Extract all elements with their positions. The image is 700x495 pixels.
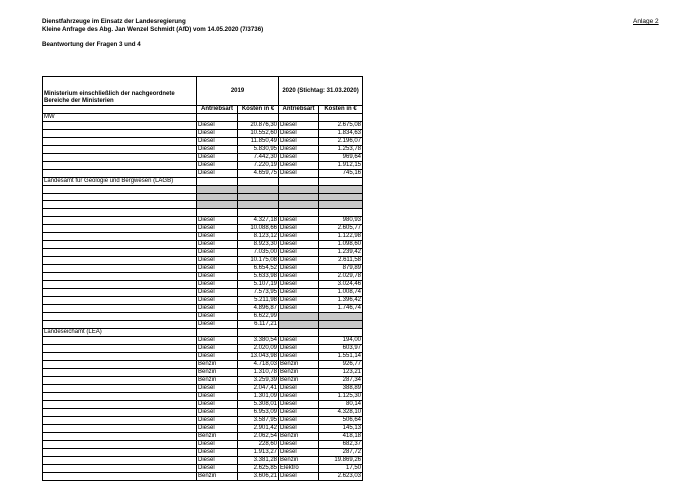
shaded-cell: [319, 186, 363, 194]
shaded-cell: [279, 193, 319, 201]
drive-type-2019: Diesel: [197, 304, 238, 312]
cost-2019: 6.953,09: [238, 408, 279, 416]
blank-row: [43, 209, 363, 217]
cost-2019: 5.107,19: [238, 280, 279, 288]
drive-type-2019: Diesel: [197, 248, 238, 256]
drive-type-2019: Diesel: [197, 288, 238, 296]
vehicle-label-cell: [43, 424, 197, 432]
cost-2020: 1.122,98: [319, 232, 363, 240]
cost-2019: 2.020,09: [238, 344, 279, 352]
cost-header-2020: Kosten in €: [319, 106, 363, 114]
cost-2020: 1.125,30: [319, 392, 363, 400]
year-2019-header: 2019: [197, 77, 279, 106]
drive-type-2019: Diesel: [197, 408, 238, 416]
drive-type-2020: Diesel: [279, 336, 319, 344]
attachment-label: Anlage 2: [633, 18, 659, 25]
cost-2019: 3.587,95: [238, 416, 279, 424]
empty-cell: [197, 209, 238, 217]
vehicle-label-cell: [43, 288, 197, 296]
vehicle-label-cell: [43, 320, 197, 328]
empty-cell: [279, 328, 319, 336]
empty-cell: [319, 178, 363, 186]
vehicle-label-cell: [43, 304, 197, 312]
drive-type-2020: Diesel: [279, 296, 319, 304]
drive-type-2020: Diesel: [279, 130, 319, 138]
drive-type-2019: Diesel: [197, 162, 238, 170]
drive-type-2020: Benzin: [279, 360, 319, 368]
drive-type-2020: Diesel: [279, 416, 319, 424]
drive-type-2020: Elektro: [279, 464, 319, 472]
empty-cell: [197, 328, 238, 336]
cost-2019: 20.876,30: [238, 122, 279, 130]
drive-type-2019: Diesel: [197, 448, 238, 456]
cost-2020: 980,93: [319, 216, 363, 224]
cost-2019: 8.123,12: [238, 232, 279, 240]
drive-type-2020: Diesel: [279, 138, 319, 146]
drive-type-2019: Diesel: [197, 384, 238, 392]
drive-type-header-2020: Antriebsart: [279, 106, 319, 114]
vehicle-label-cell: [43, 408, 197, 416]
drive-type-2019: Diesel: [197, 138, 238, 146]
drive-type-2020: Diesel: [279, 248, 319, 256]
drive-type-2020: Diesel: [279, 392, 319, 400]
cost-2020: 2.675,08: [319, 122, 363, 130]
cost-2020: 287,34: [319, 376, 363, 384]
vehicle-label-cell: [43, 440, 197, 448]
drive-type-2020: Diesel: [279, 256, 319, 264]
drive-type-2020: Diesel: [279, 384, 319, 392]
drive-type-2019: Benzin: [197, 368, 238, 376]
drive-type-2019: Diesel: [197, 392, 238, 400]
drive-type-2020: Diesel: [279, 232, 319, 240]
vehicle-label-cell: [43, 154, 197, 162]
drive-type-2019: Diesel: [197, 122, 238, 130]
empty-cell: [43, 193, 197, 201]
cost-2020: 3.024,46: [319, 280, 363, 288]
drive-type-2020: Diesel: [279, 146, 319, 154]
drive-type-2020: Diesel: [279, 352, 319, 360]
shaded-cell: [319, 193, 363, 201]
drive-type-2019: Diesel: [197, 272, 238, 280]
empty-cell: [238, 178, 279, 186]
drive-type-2019: Diesel: [197, 336, 238, 344]
table-row: [43, 280, 363, 288]
drive-type-2019: Diesel: [197, 320, 238, 328]
cost-2020: 1.834,63: [319, 130, 363, 138]
table-row: [43, 400, 363, 408]
vehicle-label-cell: [43, 432, 197, 440]
shaded-cell: [319, 201, 363, 209]
table-row: [43, 320, 363, 328]
cost-2019: 8.923,30: [238, 240, 279, 248]
cost-2020: 1.008,74: [319, 288, 363, 296]
section-label: MW: [43, 114, 197, 122]
table-row: [43, 304, 363, 312]
shaded-cell: [197, 193, 238, 201]
cost-2019: 1.913,27: [238, 448, 279, 456]
document-inquiry-line: Kleine Anfrage des Abg. Jan Wenzel Schmidt (AfD) vom 14.05.2020 (7/3736): [42, 26, 264, 33]
cost-2019: 5.830,95: [238, 146, 279, 154]
cost-header-2019: Kosten in €: [238, 106, 279, 114]
empty-cell: [43, 209, 197, 217]
table-row: [43, 240, 363, 248]
table-row: [43, 162, 363, 170]
table-row: [43, 216, 363, 224]
cost-2019: 5.211,98: [238, 296, 279, 304]
table-row: [43, 456, 363, 464]
vehicle-label-cell: [43, 400, 197, 408]
drive-type-2020: Diesel: [279, 162, 319, 170]
vehicle-label-cell: [43, 384, 197, 392]
cost-2020: 682,37: [319, 440, 363, 448]
cost-2019: 7.220,19: [238, 162, 279, 170]
empty-cell: [238, 114, 279, 122]
vehicle-label-cell: [43, 122, 197, 130]
drive-type-2019: Diesel: [197, 456, 238, 464]
drive-type-2020: Diesel: [279, 448, 319, 456]
table-row: [43, 408, 363, 416]
vehicle-label-cell: [43, 130, 197, 138]
drive-type-2020: Diesel: [279, 344, 319, 352]
table-row: [43, 448, 363, 456]
drive-type-2019: Diesel: [197, 264, 238, 272]
drive-type-2020: Diesel: [279, 424, 319, 432]
vehicle-label-cell: [43, 416, 197, 424]
table-row: [43, 130, 363, 138]
drive-type-2019: Benzin: [197, 432, 238, 440]
drive-type-2019: Diesel: [197, 400, 238, 408]
empty-cell: [238, 209, 279, 217]
shaded-row: [43, 186, 363, 194]
cost-2019: 2.625,85: [238, 464, 279, 472]
drive-type-2019: Benzin: [197, 360, 238, 368]
drive-type-2019: Diesel: [197, 296, 238, 304]
section-row: [43, 328, 363, 336]
vehicle-label-cell: [43, 312, 197, 320]
drive-type-2019: Diesel: [197, 224, 238, 232]
drive-type-2020: Diesel: [279, 122, 319, 130]
table-row: [43, 232, 363, 240]
empty-cell: [197, 114, 238, 122]
drive-type-2020: Diesel: [279, 280, 319, 288]
cost-2019: 7.035,00: [238, 248, 279, 256]
empty-cell: [319, 114, 363, 122]
cost-2020: 969,64: [319, 154, 363, 162]
cost-2019: 228,60: [238, 440, 279, 448]
cost-2019: 2.047,41: [238, 384, 279, 392]
drive-type-2020: Benzin: [279, 368, 319, 376]
shaded-cell: [197, 186, 238, 194]
cost-2020: 17,50: [319, 464, 363, 472]
cost-2019: 3.380,54: [238, 336, 279, 344]
drive-type-2019: Diesel: [197, 146, 238, 154]
drive-type-2020: Diesel: [279, 154, 319, 162]
cost-2019: 11.850,49: [238, 138, 279, 146]
cost-2020: 80,14: [319, 400, 363, 408]
cost-2019: 2.901,42: [238, 424, 279, 432]
vehicle-label-cell: [43, 146, 197, 154]
table-row: [43, 464, 363, 472]
ministry-column-header: Ministerium einschließlich der nachgeordnete Bereiche der Ministerien: [43, 77, 197, 106]
drive-type-2019: Diesel: [197, 240, 238, 248]
drive-type-2020: Diesel: [279, 288, 319, 296]
table-row: [43, 264, 363, 272]
vehicle-label-cell: [43, 264, 197, 272]
cost-2019: 6.654,52: [238, 264, 279, 272]
drive-type-2020: Diesel: [279, 408, 319, 416]
table-row: [43, 312, 363, 320]
vehicle-label-cell: [43, 272, 197, 280]
vehicle-label-cell: [43, 336, 197, 344]
table-row: [43, 296, 363, 304]
cost-2019: 7.442,30: [238, 154, 279, 162]
shaded-cell: [279, 201, 319, 209]
drive-type-2019: Diesel: [197, 416, 238, 424]
shaded-cell: [279, 186, 319, 194]
vehicle-label-cell: [43, 216, 197, 224]
section-label: Landeseichamt (LEA): [43, 328, 197, 336]
shaded-cell: [197, 201, 238, 209]
vehicle-label-cell: [43, 240, 197, 248]
drive-type-2020: Diesel: [279, 224, 319, 232]
cost-2020: 603,97: [319, 344, 363, 352]
cost-2020: 2.605,77: [319, 224, 363, 232]
shaded-cell: [238, 186, 279, 194]
vehicle-label-cell: [43, 248, 197, 256]
shaded-row: [43, 201, 363, 209]
vehicle-label-cell: [43, 360, 197, 368]
vehicle-label-cell: [43, 138, 197, 146]
table-row: [43, 170, 363, 178]
cost-2019: 1.301,09: [238, 392, 279, 400]
empty-cell: [43, 201, 197, 209]
vehicle-label-cell: [43, 280, 197, 288]
drive-type-2019: Diesel: [197, 464, 238, 472]
table-row: [43, 256, 363, 264]
table-row: [43, 440, 363, 448]
table-row: [43, 424, 363, 432]
empty-cell: [319, 328, 363, 336]
drive-type-2020: Diesel: [279, 216, 319, 224]
cost-2020: 1.098,60: [319, 240, 363, 248]
empty-cell: [197, 178, 238, 186]
empty-cell: [279, 114, 319, 122]
cost-2019: 10.175,08: [238, 256, 279, 264]
cost-2020: 1.746,74: [319, 304, 363, 312]
drive-type-2020: Diesel: [279, 472, 319, 480]
vehicle-label-cell: [43, 456, 197, 464]
drive-type-2020: Diesel: [279, 240, 319, 248]
table-row: [43, 352, 363, 360]
table-row: [43, 288, 363, 296]
drive-type-2020: Diesel: [279, 272, 319, 280]
drive-type-2019: Diesel: [197, 440, 238, 448]
vehicle-label-cell: [43, 448, 197, 456]
shaded-cell: [238, 193, 279, 201]
empty-cell: [279, 209, 319, 217]
table-row: [43, 360, 363, 368]
cost-2019: 10.552,60: [238, 130, 279, 138]
vehicle-label-cell: [43, 232, 197, 240]
cost-2019: 6.117,21: [238, 320, 279, 328]
vehicle-label-cell: [43, 368, 197, 376]
drive-type-2019: Benzin: [197, 376, 238, 384]
drive-type-2019: Diesel: [197, 216, 238, 224]
cost-2019: 3.606,21: [238, 472, 279, 480]
cost-2019: 4.896,87: [238, 304, 279, 312]
cost-2020: 879,89: [319, 264, 363, 272]
drive-type-2020: Diesel: [279, 400, 319, 408]
table-row: [43, 272, 363, 280]
table-row: [43, 248, 363, 256]
drive-type-2019: Diesel: [197, 312, 238, 320]
table-row: [43, 392, 363, 400]
drive-type-2019: Diesel: [197, 154, 238, 162]
section-row: [43, 178, 363, 186]
table-row: [43, 432, 363, 440]
document-title: Dienstfahrzeuge im Einsatz der Landesregierung: [42, 18, 186, 25]
shaded-cell: [279, 312, 319, 320]
cost-2019: 1.310,78: [238, 368, 279, 376]
cost-2020: 2.029,78: [319, 272, 363, 280]
drive-type-2019: Diesel: [197, 352, 238, 360]
subheader-empty-cell: [43, 106, 197, 114]
cost-2020: 1.396,42: [319, 296, 363, 304]
drive-type-2020: Benzin: [279, 376, 319, 384]
cost-2019: 6.622,99: [238, 312, 279, 320]
drive-type-2020: Diesel: [279, 264, 319, 272]
drive-type-2020: Benzin: [279, 432, 319, 440]
vehicle-label-cell: [43, 472, 197, 480]
cost-2019: 10.088,66: [238, 224, 279, 232]
cost-2019: 7.573,95: [238, 288, 279, 296]
cost-2020: 1.912,15: [319, 162, 363, 170]
empty-cell: [319, 209, 363, 217]
cost-2020: 145,13: [319, 424, 363, 432]
empty-cell: [279, 178, 319, 186]
drive-type-2020: Diesel: [279, 170, 319, 178]
cost-2020: 123,21: [319, 368, 363, 376]
vehicle-label-cell: [43, 352, 197, 360]
cost-2019: 2.062,54: [238, 432, 279, 440]
cost-2019: 3.381,28: [238, 456, 279, 464]
vehicle-label-cell: [43, 170, 197, 178]
vehicle-label-cell: [43, 256, 197, 264]
table-header-row: [43, 77, 363, 106]
table-row: [43, 224, 363, 232]
drive-type-2019: Diesel: [197, 280, 238, 288]
empty-cell: [238, 328, 279, 336]
vehicle-label-cell: [43, 296, 197, 304]
table-row: [43, 472, 363, 480]
drive-type-2020: Diesel: [279, 304, 319, 312]
shaded-cell: [319, 320, 363, 328]
drive-type-2019: Diesel: [197, 130, 238, 138]
vehicle-label-cell: [43, 224, 197, 232]
table-row: [43, 376, 363, 384]
table-subheader-row: [43, 106, 363, 114]
table-row: [43, 384, 363, 392]
cost-2020: 1.239,42: [319, 248, 363, 256]
drive-type-2019: Diesel: [197, 170, 238, 178]
table-row: [43, 368, 363, 376]
document-subtitle: Beantwortung der Fragen 3 und 4: [42, 41, 141, 48]
table-row: [43, 146, 363, 154]
cost-2020: 418,18: [319, 432, 363, 440]
shaded-cell: [238, 201, 279, 209]
table-row: [43, 154, 363, 162]
empty-cell: [43, 186, 197, 194]
table-row: [43, 344, 363, 352]
cost-2020: 388,89: [319, 384, 363, 392]
shaded-cell: [279, 320, 319, 328]
cost-2019: 5.308,01: [238, 400, 279, 408]
shaded-cell: [319, 312, 363, 320]
vehicle-label-cell: [43, 376, 197, 384]
shaded-row: [43, 193, 363, 201]
cost-2019: 5.633,98: [238, 272, 279, 280]
cost-2020: 2.623,03: [319, 472, 363, 480]
drive-type-2019: Benzin: [197, 472, 238, 480]
vehicle-label-cell: [43, 344, 197, 352]
table-row: [43, 138, 363, 146]
cost-2020: 19.869,26: [319, 456, 363, 464]
drive-type-2019: Diesel: [197, 256, 238, 264]
vehicle-cost-table: [42, 76, 363, 481]
drive-type-2019: Diesel: [197, 232, 238, 240]
cost-2020: 745,16: [319, 170, 363, 178]
drive-type-2020: Diesel: [279, 440, 319, 448]
drive-type-2019: Diesel: [197, 424, 238, 432]
cost-2020: 2.196,07: [319, 138, 363, 146]
section-row: [43, 114, 363, 122]
vehicle-label-cell: [43, 392, 197, 400]
cost-2020: 287,72: [319, 448, 363, 456]
cost-2020: 2.611,58: [319, 256, 363, 264]
drive-type-2019: Diesel: [197, 344, 238, 352]
vehicle-label-cell: [43, 162, 197, 170]
drive-type-2020: Benzin: [279, 456, 319, 464]
cost-2020: 1.253,78: [319, 146, 363, 154]
cost-2020: 194,00: [319, 336, 363, 344]
cost-2020: 506,64: [319, 416, 363, 424]
cost-2019: 13.043,98: [238, 352, 279, 360]
cost-2019: 4.659,75: [238, 170, 279, 178]
section-label: Landesamt für Geologie und Bergwesen (LAGB): [43, 178, 197, 186]
cost-2019: 4.718,03: [238, 360, 279, 368]
table-row: [43, 122, 363, 130]
table-row: [43, 336, 363, 344]
cost-2020: 4.328,10: [319, 408, 363, 416]
cost-2019: 3.259,39: [238, 376, 279, 384]
year-2020-header: 2020 (Stichtag: 31.03.2020): [279, 77, 363, 106]
cost-2019: 4.327,18: [238, 216, 279, 224]
table-row: [43, 416, 363, 424]
cost-2020: 926,77: [319, 360, 363, 368]
cost-2020: 1.551,14: [319, 352, 363, 360]
drive-type-header-2019: Antriebsart: [197, 106, 238, 114]
vehicle-label-cell: [43, 464, 197, 472]
